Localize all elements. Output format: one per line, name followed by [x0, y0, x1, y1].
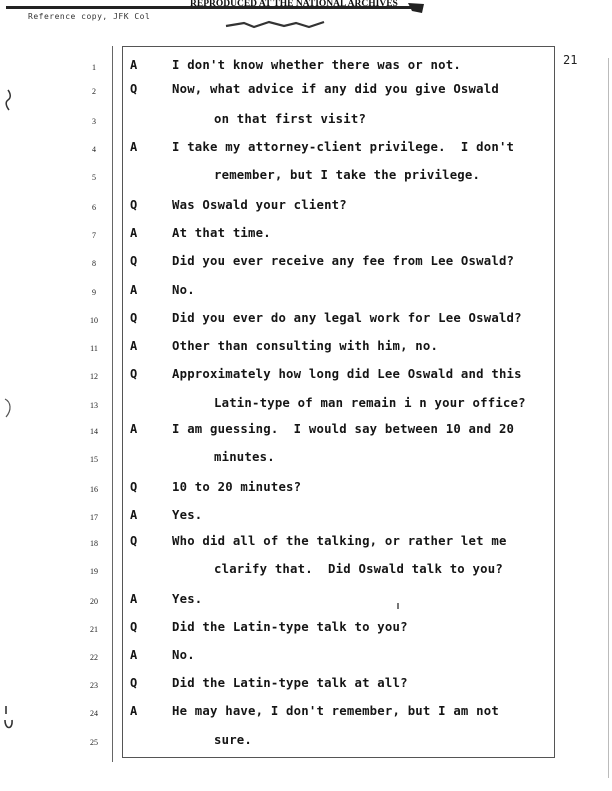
speaker-label: Q	[130, 198, 138, 212]
line-number: 1	[92, 63, 96, 72]
speaker-label: A	[130, 226, 138, 240]
speaker-label: Q	[130, 676, 138, 690]
transcript-line	[0, 198, 612, 218]
speaker-label: A	[130, 339, 138, 353]
testimony-text: At that time.	[172, 226, 271, 240]
line-number: 2	[92, 87, 96, 96]
line-number: 3	[92, 117, 96, 126]
transcript-line	[0, 112, 612, 132]
transcript-line	[0, 396, 612, 416]
testimony-text: He may have, I don't remember, but I am not	[172, 704, 499, 718]
header-ink-mark	[406, 1, 428, 15]
reference-copy-label: Reference copy, JFK Col	[28, 12, 151, 21]
speaker-label: Q	[130, 311, 138, 325]
testimony-text: Latin-type of man remain i n your office?	[214, 396, 526, 410]
testimony-text: Did you ever do any legal work for Lee Oswald?	[172, 311, 522, 325]
testimony-text: Yes.	[172, 508, 203, 522]
testimony-text: Who did all of the talking, or rather let me	[172, 534, 507, 548]
testimony-text: clarify that. Did Oswald talk to you?	[214, 562, 503, 576]
transcript-line	[0, 226, 612, 246]
transcript-line	[0, 562, 612, 582]
transcript-line	[0, 254, 612, 274]
speaker-label: Q	[130, 620, 138, 634]
transcript-line	[0, 339, 612, 359]
testimony-text: minutes.	[214, 450, 275, 464]
transcript-line	[0, 82, 612, 102]
testimony-text: Now, what advice if any did you give Oswald	[172, 82, 499, 96]
testimony-text: No.	[172, 283, 195, 297]
line-number: 11	[90, 344, 98, 353]
right-edge-rule	[608, 58, 609, 778]
speaker-label: A	[130, 422, 138, 436]
transcript-line	[0, 140, 612, 160]
transcript-line	[0, 311, 612, 331]
speaker-label: A	[130, 592, 138, 606]
line-number: 24	[90, 709, 98, 718]
speaker-label: A	[130, 508, 138, 522]
speaker-label: A	[130, 704, 138, 718]
header-smudge-mark	[224, 20, 334, 29]
testimony-text: Other than consulting with him, no.	[172, 339, 439, 353]
line-number: 19	[90, 567, 98, 576]
transcript-line	[0, 480, 612, 500]
transcript-line	[0, 733, 612, 753]
testimony-text: Approximately how long did Lee Oswald and this	[172, 367, 522, 381]
speaker-label: A	[130, 140, 138, 154]
transcript-line	[0, 283, 612, 303]
speaker-label: Q	[130, 480, 138, 494]
line-number: 7	[92, 231, 96, 240]
testimony-text: sure.	[214, 733, 253, 747]
speaker-label: A	[130, 283, 138, 297]
line-number: 8	[92, 259, 96, 268]
testimony-text: Did you ever receive any fee from Lee Oswald?	[172, 254, 515, 268]
speaker-label: A	[130, 58, 138, 72]
transcript-line	[0, 367, 612, 387]
transcript-line	[0, 704, 612, 724]
speaker-label: Q	[130, 82, 138, 96]
testimony-text: Did the Latin-type talk to you?	[172, 620, 408, 634]
line-number: 16	[90, 485, 98, 494]
line-number: 10	[90, 316, 98, 325]
archive-stamp: REPRODUCED AT THE NATIONAL ARCHIVES	[190, 0, 398, 9]
line-number: 14	[90, 427, 98, 436]
testimony-text: No.	[172, 648, 195, 662]
transcript-line	[0, 168, 612, 188]
line-number: 15	[90, 455, 98, 464]
line-number: 18	[90, 539, 98, 548]
transcript-line	[0, 508, 612, 528]
line-number: 4	[92, 145, 96, 154]
speaker-label: A	[130, 648, 138, 662]
transcript-line	[0, 422, 612, 442]
testimony-text: 10 to 20 minutes?	[172, 480, 302, 494]
testimony-text: Did the Latin-type talk at all?	[172, 676, 408, 690]
line-number: 20	[90, 597, 98, 606]
page-number: 21	[563, 53, 578, 67]
transcript-line	[0, 676, 612, 696]
speaker-label: Q	[130, 254, 138, 268]
transcript-line	[0, 592, 612, 612]
line-number: 25	[90, 738, 98, 747]
line-number: 21	[90, 625, 98, 634]
testimony-text: Was Oswald your client?	[172, 198, 347, 212]
transcript-line	[0, 534, 612, 554]
transcript-line	[0, 648, 612, 668]
testimony-text: Yes.	[172, 592, 203, 606]
line-number: 9	[92, 288, 96, 297]
transcript-line	[0, 58, 612, 78]
testimony-text: I am guessing. I would say between 10 and 20	[172, 422, 515, 436]
transcript-line	[0, 620, 612, 640]
speaker-label: Q	[130, 534, 138, 548]
line-number: 5	[92, 173, 96, 182]
testimony-text: on that first visit?	[214, 112, 367, 126]
line-number: 17	[90, 513, 98, 522]
line-number: 23	[90, 681, 98, 690]
speaker-label: Q	[130, 367, 138, 381]
line-number: 22	[90, 653, 98, 662]
testimony-text: I don't know whether there was or not.	[172, 58, 461, 72]
line-number: 13	[90, 401, 98, 410]
testimony-text: remember, but I take the privilege.	[214, 168, 481, 182]
line-number: 12	[90, 372, 98, 381]
line-number: 6	[92, 203, 96, 212]
testimony-text: I take my attorney-client privilege. I don't	[172, 140, 515, 154]
transcript-line	[0, 450, 612, 470]
